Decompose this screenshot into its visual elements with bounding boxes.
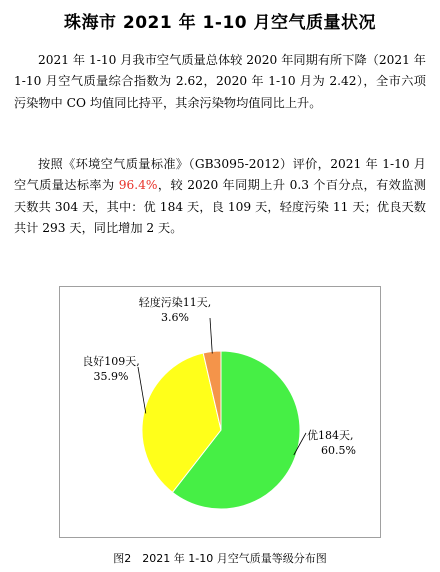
page-title: 珠海市 2021 年 1-10 月空气质量状况 [63, 13, 377, 33]
air-quality-pie-chart [60, 287, 380, 537]
summary-paragraph [14, 50, 426, 114]
label-excellent: 优184天, 60.5% [307, 429, 356, 457]
label-light-pollution: 轻度污染11天, 3.6% [138, 296, 212, 324]
compliance-rate-highlight: 96.4% [118, 178, 158, 193]
label-light-pollution-leader [210, 318, 212, 353]
label-good-leader [138, 367, 146, 413]
compliance-text-after: ，较 2020 年同期上升 0.3 个百分点，有效监测天数共 304 天，其中：优 184 天，良 109 天，轻度污染 11 天；优良天数共计 293 天，同比增加 2 天。 [14, 178, 426, 235]
compliance-paragraph [14, 154, 426, 239]
figure-caption: 图2 2021 年 1-10 月空气质量等级分布图 [113, 552, 327, 565]
pie-chart-frame [59, 286, 381, 538]
compliance-text-before: 按照《环境空气质量标准》（GB3095-2012）评价，2021 年 1-10 月空气质量达标率为 [14, 157, 426, 193]
summary-text: 2021 年 1-10 月我市空气质量总体较 2020 年同期有所下降（2021 年 1-10 月空气质量综合指数为 2.62，2020 年 1-10 月为 2.42），全市六项污染物中 CO 均值同比持平，其余污染物均值同比上升。 [14, 53, 426, 110]
label-good: 良好109天, 35.9% [82, 355, 140, 383]
